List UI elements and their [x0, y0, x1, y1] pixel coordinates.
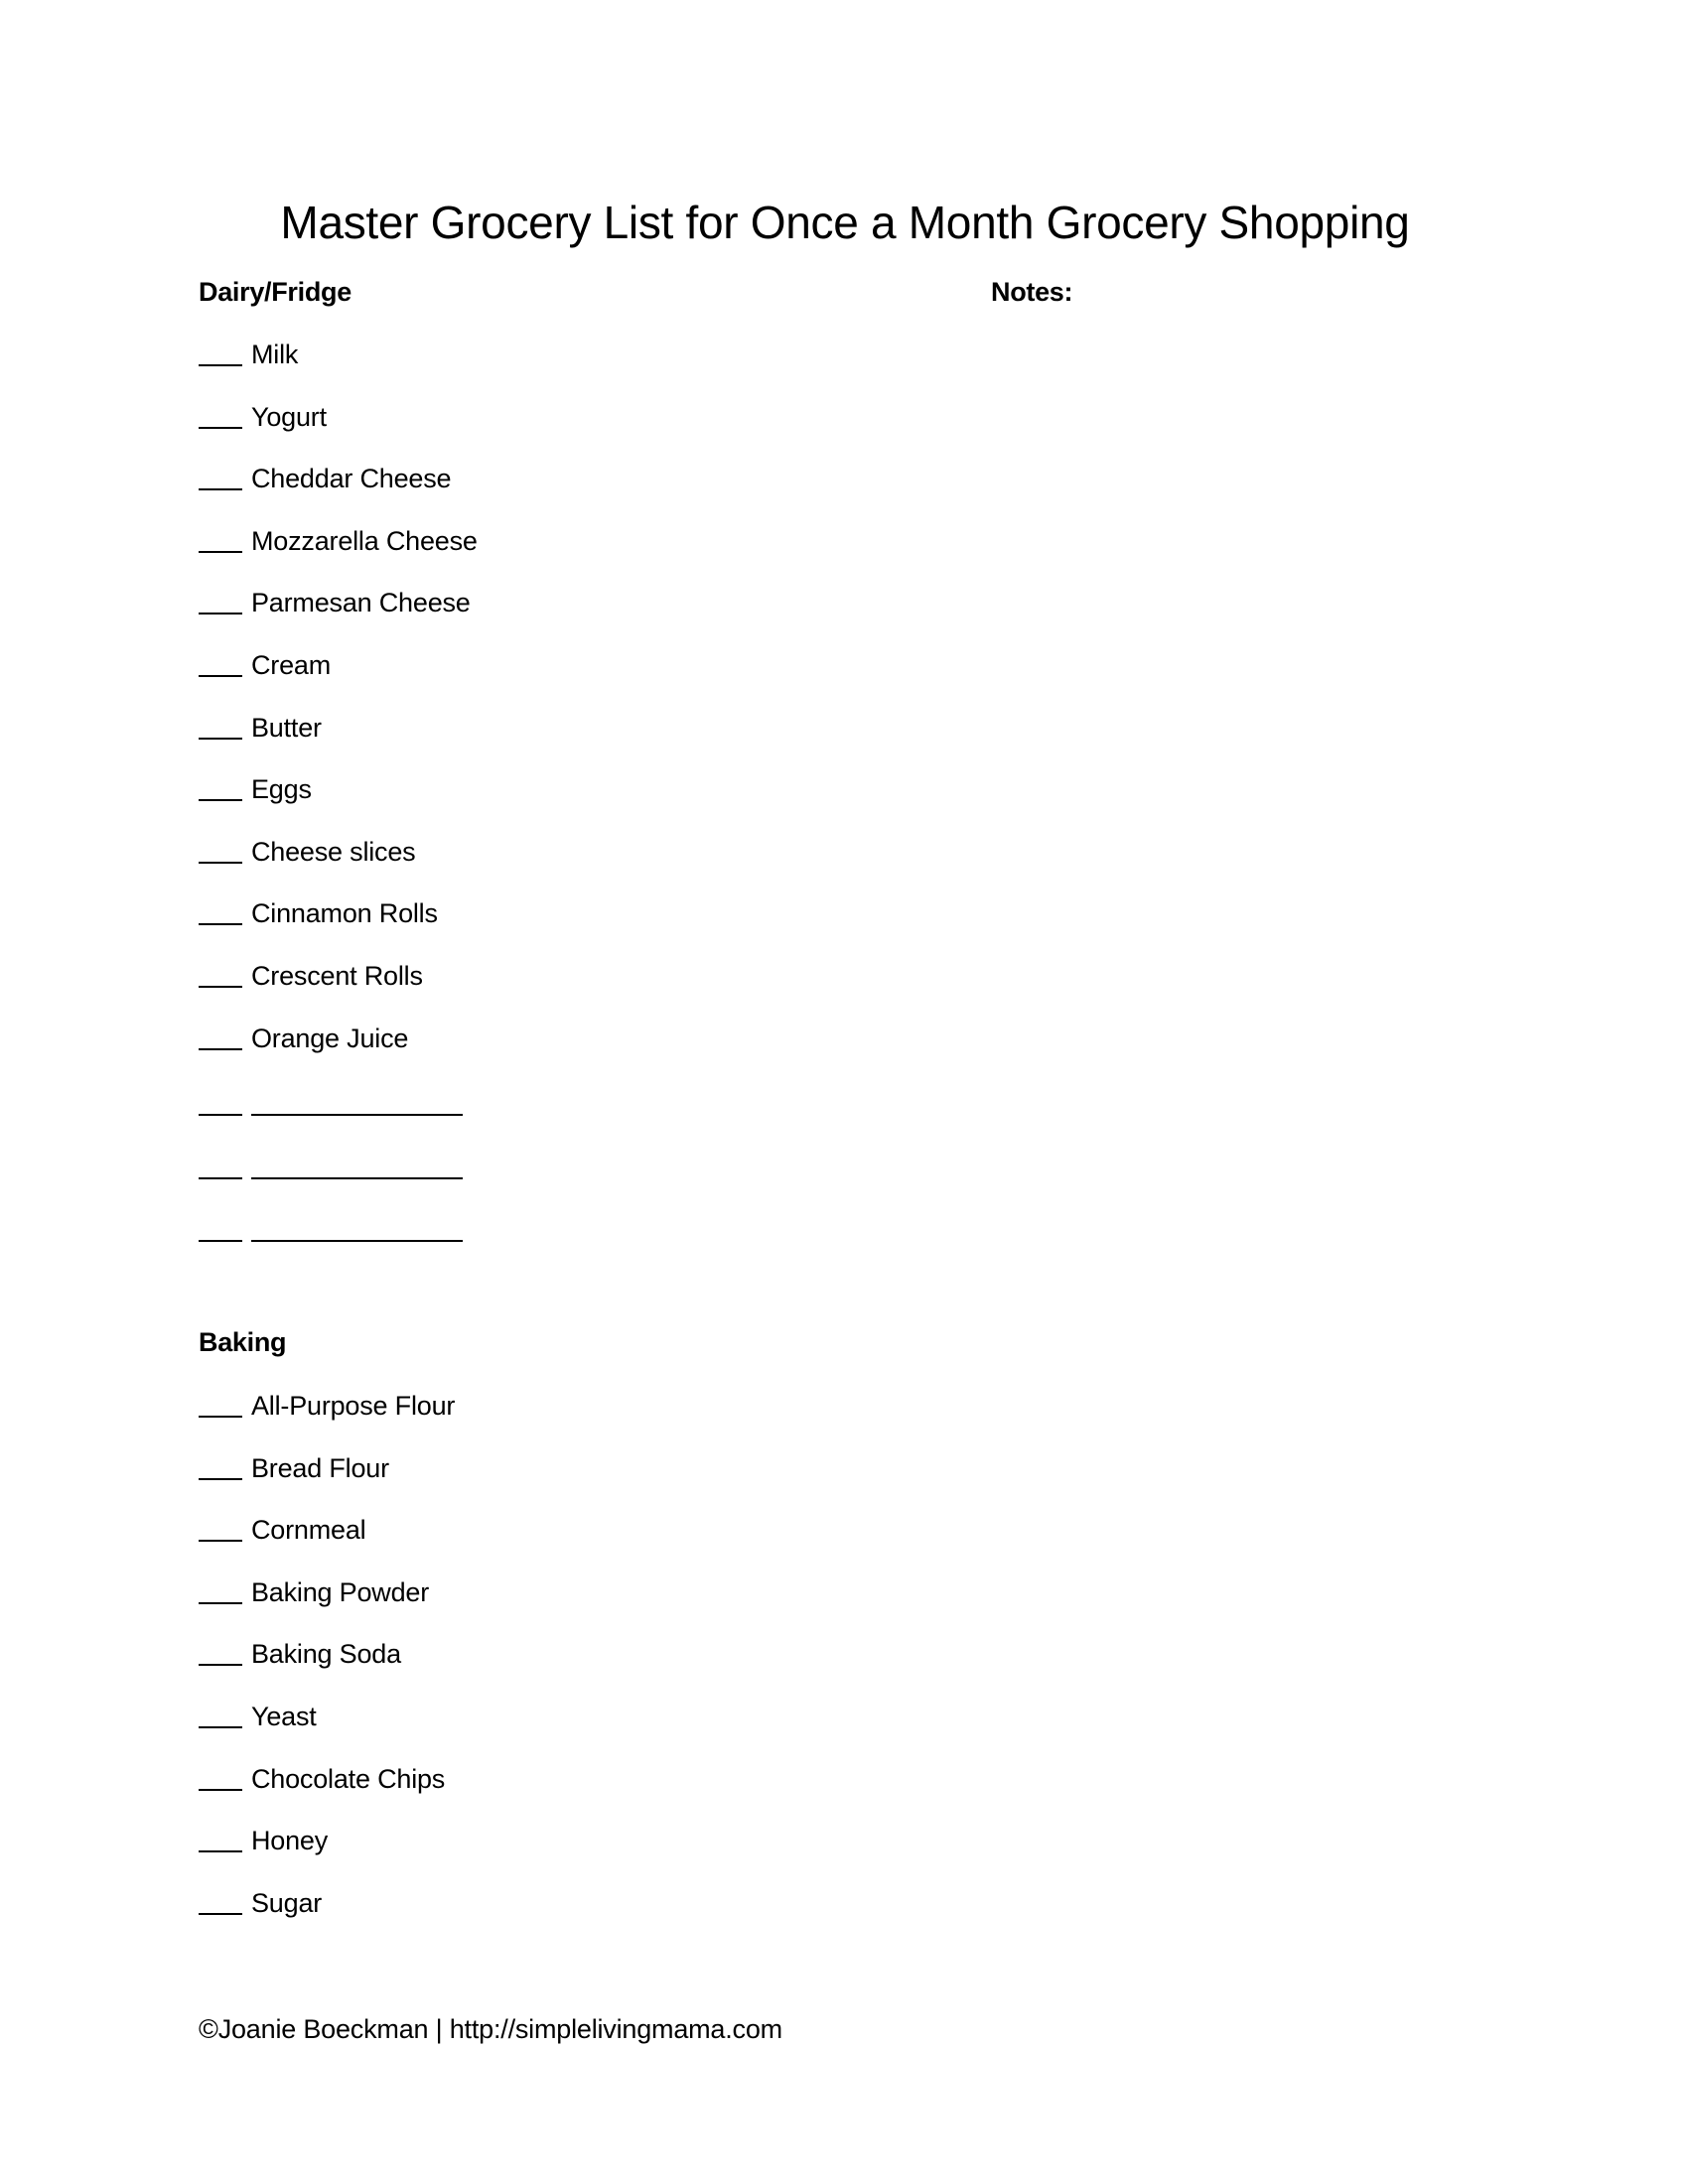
item-label: Baking Soda — [251, 1639, 401, 1670]
check-blank-line[interactable] — [199, 612, 242, 614]
list-item — [199, 525, 478, 557]
check-blank-line[interactable] — [199, 1113, 242, 1116]
page-title-text: Master Grocery List for Once a Month Grocery Shopping — [280, 197, 1410, 248]
section-heading-dairy: Dairy/Fridge — [199, 277, 352, 307]
list-item — [199, 1701, 317, 1732]
item-label: Parmesan Cheese — [251, 588, 471, 618]
list-item — [199, 1825, 328, 1856]
check-blank-line[interactable] — [199, 1912, 242, 1915]
check-blank-line[interactable] — [199, 1415, 242, 1418]
check-blank-line[interactable] — [199, 426, 242, 429]
item-label: Butter — [251, 712, 322, 743]
list-item — [199, 1390, 455, 1422]
list-item — [199, 712, 322, 744]
item-label: Baking Powder — [251, 1576, 430, 1607]
check-blank-line[interactable] — [199, 550, 242, 553]
list-item — [199, 401, 327, 433]
check-blank-line[interactable] — [199, 1239, 242, 1242]
list-item — [199, 587, 471, 618]
item-label: Chocolate Chips — [251, 1763, 446, 1794]
check-blank-line[interactable] — [199, 1477, 242, 1480]
item-label: Cheddar Cheese — [251, 464, 452, 494]
blank-list-item — [199, 1152, 463, 1183]
check-blank-line[interactable] — [199, 1788, 242, 1791]
item-label: Sugar — [251, 1887, 323, 1918]
list-item — [199, 1023, 408, 1054]
item-label: Crescent Rolls — [251, 961, 423, 991]
item-label: Honey — [251, 1826, 329, 1856]
list-item — [199, 339, 298, 370]
check-blank-line[interactable] — [199, 861, 242, 864]
list-item — [199, 773, 312, 805]
blank-list-item — [199, 1214, 463, 1246]
item-label: Cinnamon Rolls — [251, 898, 438, 929]
check-blank-line[interactable] — [199, 1539, 242, 1542]
item-label: Milk — [251, 340, 299, 369]
item-label: Cheese slices — [251, 836, 416, 867]
list-item — [199, 1452, 389, 1484]
list-item — [199, 1514, 365, 1546]
check-blank-line[interactable] — [199, 674, 242, 677]
check-blank-line[interactable] — [199, 1176, 242, 1179]
check-blank-line[interactable] — [199, 1663, 242, 1666]
write-in-blank-line[interactable] — [251, 1239, 463, 1242]
list-item — [199, 649, 331, 681]
item-label: Cream — [251, 650, 332, 680]
list-item — [199, 836, 415, 868]
check-blank-line[interactable] — [199, 1725, 242, 1728]
list-item — [199, 897, 438, 929]
write-in-blank-line[interactable] — [251, 1113, 463, 1116]
list-item — [199, 1638, 401, 1670]
check-blank-line[interactable] — [199, 798, 242, 801]
check-blank-line[interactable] — [199, 737, 242, 740]
item-label: Orange Juice — [251, 1023, 409, 1053]
list-item — [199, 960, 423, 992]
check-blank-line[interactable] — [199, 1601, 242, 1604]
list-item — [199, 1576, 429, 1608]
item-label: Eggs — [251, 774, 312, 805]
item-label: Yogurt — [251, 401, 327, 432]
item-label: Yeast — [251, 1702, 317, 1731]
footer-credit: ©Joanie Boeckman | http://simplelivingmama.com — [199, 2014, 782, 2044]
section-heading-baking: Baking — [199, 1327, 287, 1357]
list-item — [199, 463, 451, 494]
check-blank-line[interactable] — [199, 922, 242, 925]
list-item — [199, 1763, 445, 1795]
notes-label: Notes: — [991, 277, 1073, 307]
check-blank-line[interactable] — [199, 985, 242, 988]
item-label: Bread Flour — [251, 1452, 389, 1483]
item-label: Cornmeal — [251, 1515, 366, 1546]
blank-list-item — [199, 1088, 463, 1120]
check-blank-line[interactable] — [199, 1047, 242, 1050]
write-in-blank-line[interactable] — [251, 1176, 463, 1179]
check-blank-line[interactable] — [199, 1849, 242, 1852]
item-label: All-Purpose Flour — [251, 1391, 456, 1421]
list-item — [199, 1887, 322, 1919]
check-blank-line[interactable] — [199, 363, 242, 366]
item-label: Mozzarella Cheese — [251, 525, 478, 556]
page-title — [0, 195, 1688, 250]
check-blank-line[interactable] — [199, 487, 242, 490]
